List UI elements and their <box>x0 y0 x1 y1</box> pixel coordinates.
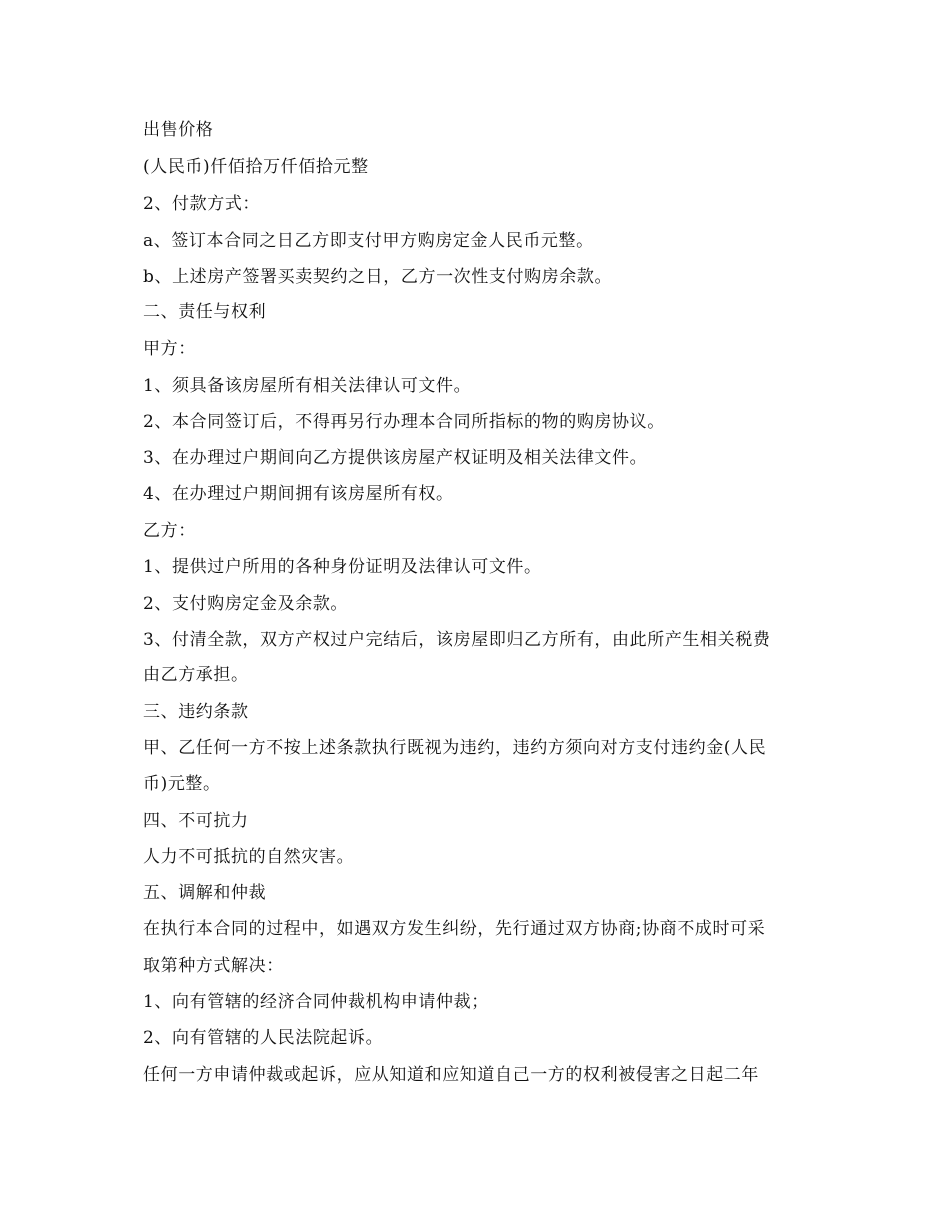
text-line: (人民币)仟佰拾万仟佰拾元整 <box>143 157 369 177</box>
text-line: 1、须具备该房屋所有相关法律认可文件。 <box>143 376 472 396</box>
text-line: 1、向有管辖的经济合同仲裁机构申请仲裁； <box>143 992 489 1012</box>
text-line: 由乙方承担。 <box>143 665 249 685</box>
section-heading: 五、调解和仲裁 <box>143 883 267 903</box>
section-heading: 四、不可抗力 <box>143 811 249 831</box>
text-line: 取第种方式解决： <box>143 956 284 976</box>
text-line: 甲、乙任何一方不按上述条款执行既视为违约，违约方须向对方支付违约金(人民 <box>143 738 767 758</box>
text-line: b、上述房产签署买卖契约之日，乙方一次性支付购房余款。 <box>143 267 613 287</box>
section-heading: 三、违约条款 <box>143 702 249 722</box>
text-line: 乙方： <box>143 521 196 541</box>
text-line: 2、付款方式： <box>143 194 261 214</box>
text-line: 出售价格 <box>143 120 214 140</box>
text-line: 人力不可抵抗的自然灾害。 <box>143 847 355 867</box>
text-line: 甲方： <box>143 339 196 359</box>
text-line: 任何一方申请仲裁或起诉，应从知道和应知道自己一方的权利被侵害之日起二年 <box>143 1065 759 1085</box>
section-heading: 二、责任与权利 <box>143 302 267 322</box>
text-line: 2、支付购房定金及余款。 <box>143 594 349 614</box>
text-line: 1、提供过户所用的各种身份证明及法律认可文件。 <box>143 557 542 577</box>
text-line: 2、向有管辖的人民法院起诉。 <box>143 1028 384 1048</box>
text-line: 币)元整。 <box>143 774 221 794</box>
text-line: 4、在办理过户期间拥有该房屋所有权。 <box>143 484 454 504</box>
text-line: 3、付清全款，双方产权过户完结后，该房屋即归乙方所有，由此所产生相关税费 <box>143 630 771 650</box>
text-line: 2、本合同签订后，不得再另行办理本合同所指标的物的购房协议。 <box>143 412 665 432</box>
text-line: a、签订本合同之日乙方即支付甲方购房定金人民币元整。 <box>143 231 594 251</box>
text-line: 3、在办理过户期间向乙方提供该房屋产权证明及相关法律文件。 <box>143 448 648 468</box>
text-line: 在执行本合同的过程中，如遇双方发生纠纷，先行通过双方协商;协商不成时可采 <box>143 919 766 939</box>
